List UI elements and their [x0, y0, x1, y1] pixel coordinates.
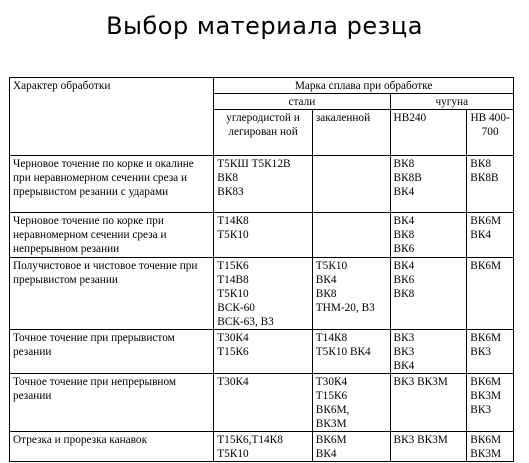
table-row: [10, 374, 514, 432]
hb400-cell: ВК6М: [467, 258, 514, 330]
processing-cell: Получистовое и чистовое точение при прерывистом резании: [10, 258, 214, 330]
header-hardened: закаленной: [312, 110, 390, 156]
hb240-cell: ВК4 ВК8 ВК6: [390, 213, 467, 258]
hb400-cell: ВК6М ВК3М: [467, 432, 514, 462]
hb400-cell: ВК6М ВК4: [467, 213, 514, 258]
carbon-steel-cell: Т14К8 Т5К10: [214, 213, 313, 258]
hb240-cell: ВК3 ВК3М: [390, 432, 467, 462]
cutter-material-table: [9, 77, 514, 462]
processing-cell: Точное точение при прерывистом резании: [10, 330, 214, 374]
hb240-cell: ВК3 ВК3М: [390, 374, 467, 432]
hb400-cell: ВК8 ВК8В: [467, 156, 514, 213]
carbon-steel-cell: Т15К6,Т14К8 Т5К10: [214, 432, 313, 462]
hardened-steel-cell: [312, 213, 390, 258]
header-hb240: НВ240: [390, 110, 467, 156]
processing-cell: Точное точение при непрерывном резании: [10, 374, 214, 432]
hb400-cell: ВК6М ВК3М ВК3: [467, 374, 514, 432]
header-grade: Марка сплава при обработке: [214, 78, 514, 94]
header-cast-iron: чугуна: [390, 94, 513, 110]
hardened-steel-cell: Т14К8 Т5К10 ВК4: [312, 330, 390, 374]
header-carbon-alloy: углеродистой и легирован ной: [214, 110, 313, 156]
processing-cell: Отрезка и прорезка канавок: [10, 432, 214, 462]
header-processing: Характер обработки: [10, 78, 214, 156]
table-row: [10, 213, 514, 258]
hb400-cell: ВК6М ВК3: [467, 330, 514, 374]
table-row: [10, 258, 514, 330]
processing-cell: Черновое точение по корке и окалине при неравномерном сечении среза и прерывистом резании с ударами: [10, 156, 214, 213]
table-row: [10, 330, 514, 374]
hardened-steel-cell: ВК6М ВК4: [312, 432, 390, 462]
header-hb400: НВ 400-700: [467, 110, 514, 156]
table-row: [10, 156, 514, 213]
carbon-steel-cell: Т30К4: [214, 374, 313, 432]
carbon-steel-cell: Т5КШ Т5К12В ВК8 ВК83: [214, 156, 313, 213]
hardened-steel-cell: Т5К10 ВК4 ВК8 ТНМ-20, В3: [312, 258, 390, 330]
hb240-cell: ВК4 ВК6 ВК8: [390, 258, 467, 330]
hb240-cell: ВК8 ВК8В ВК4: [390, 156, 467, 213]
hardened-steel-cell: [312, 156, 390, 213]
page-title: Выбор материала резца: [106, 12, 423, 40]
table-row: [10, 432, 514, 462]
processing-cell: Черновое точение по корке при неравномерном сечении среза и непрерывном резании: [10, 213, 214, 258]
hardened-steel-cell: Т30К4 Т15К6 ВК6М, ВК3М: [312, 374, 390, 432]
carbon-steel-cell: Т30К4 Т15К6: [214, 330, 313, 374]
carbon-steel-cell: Т15К6 Т14В8 Т5К10 ВСК-60 ВСК-63, В3: [214, 258, 313, 330]
hb240-cell: ВК3 ВК3 ВК4: [390, 330, 467, 374]
header-steel: стали: [214, 94, 390, 110]
